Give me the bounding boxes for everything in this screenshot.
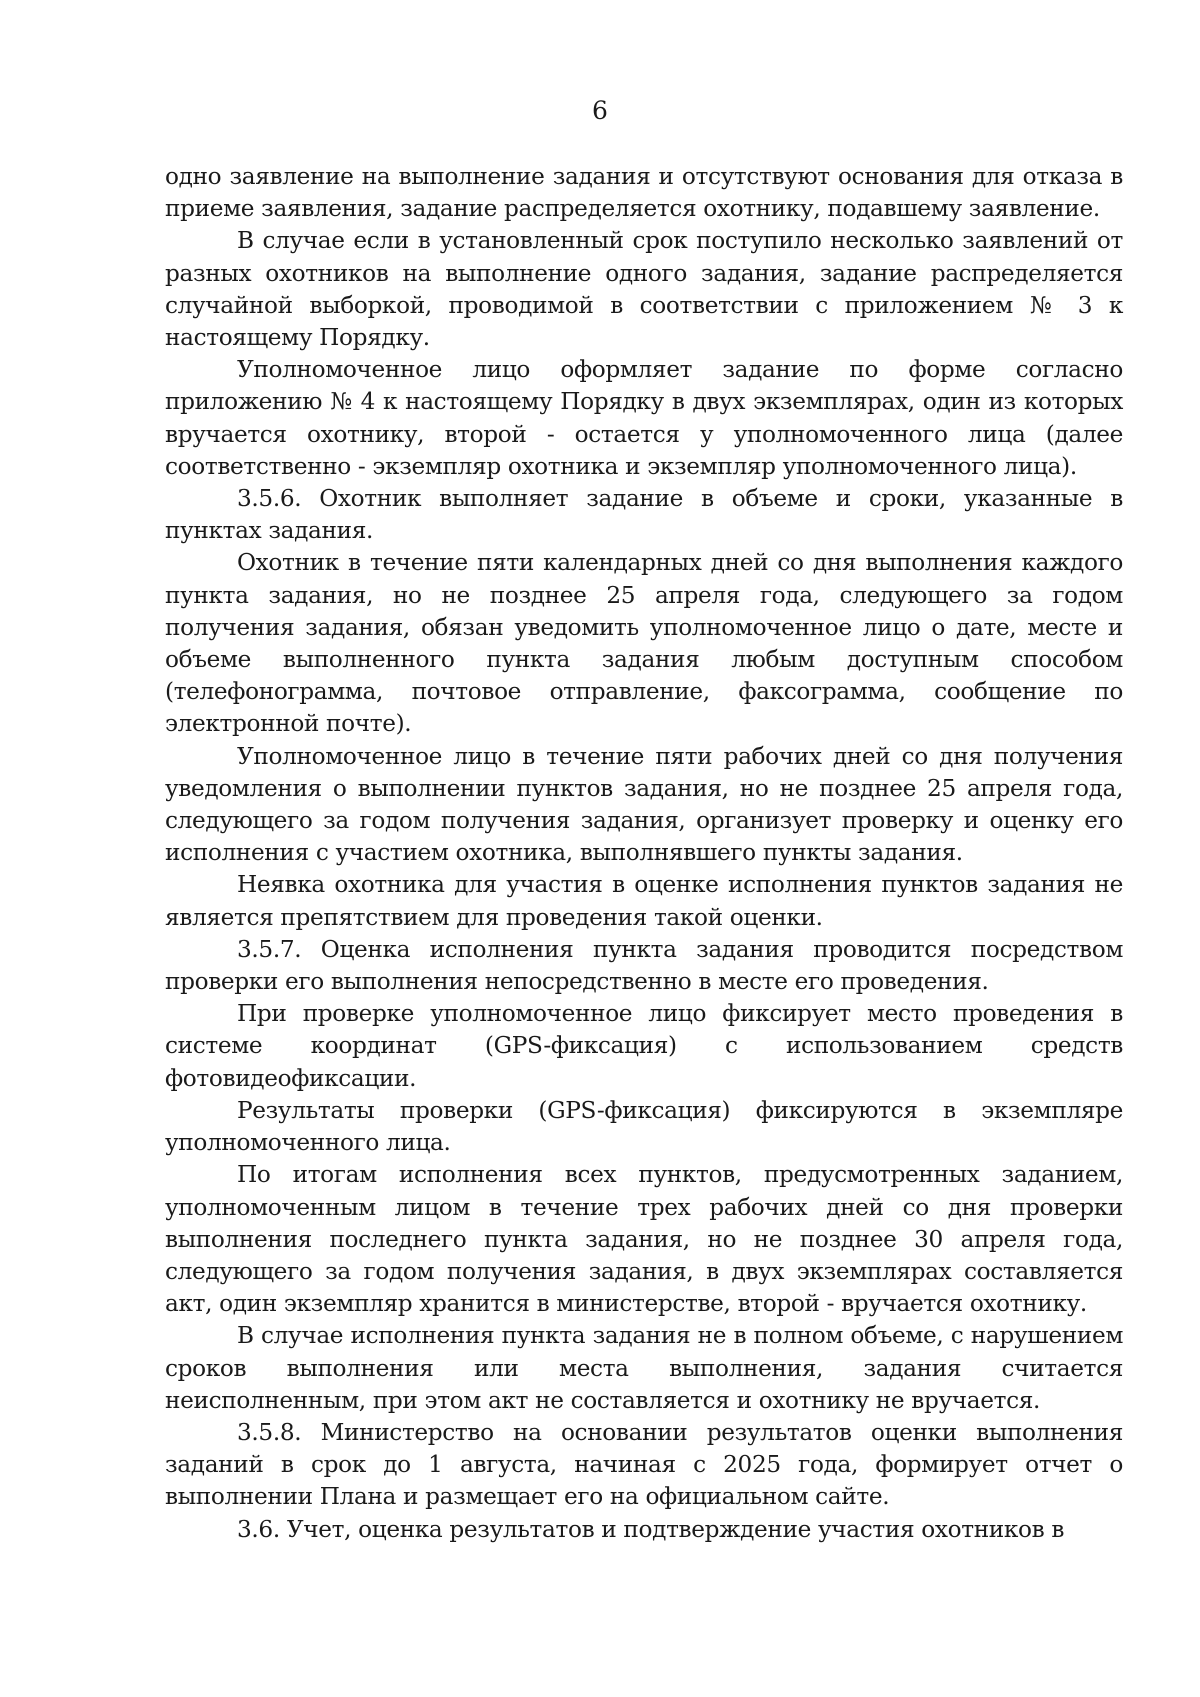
paragraph-results: Результаты проверки (GPS-фиксация) фиксируются в экземпляре уполномоченного лица. — [165, 1096, 1123, 1157]
paragraph-act: По итогам исполнения всех пунктов, предусмотренных заданием, уполномоченным лицом в течение трех рабочих дней со дня проверки выполнения последнего пункта задания, но не позднее 30 апреля года, следующего за годом получения задания, в двух экземплярах составляется акт, один экземпляр хранится в министерстве, второй - вручается охотнику. — [165, 1161, 1123, 1318]
document-body — [165, 161, 1123, 1546]
paragraph-3-5-6: 3.5.6. Охотник выполняет задание в объеме и сроки, указанные в пунктах задания. — [165, 485, 1123, 545]
paragraph-task-form: Уполномоченное лицо оформляет задание по форме согласно приложению № 4 к настоящему Порядку в двух экземплярах, один из которых вручается охотнику, второй - остается у уполномоченного лица (далее соответственно - экземпляр охотника и экземпляр уполномоченного лица). — [165, 356, 1123, 480]
paragraph-continuation: одно заявление на выполнение задания и отсутствуют основания для отказа в приеме заявления, задание распределяется охотнику, подавшему заявление. — [165, 163, 1123, 223]
paragraph-verification: Уполномоченное лицо в течение пяти рабочих дней со дня получения уведомления о выполнении пунктов задания, но не позднее 25 апреля года, следующего за годом получения задания, организует проверку и оценку его исполнения с участием охотника, выполнявшего пункты задания. — [165, 742, 1123, 867]
paragraph-3-5-8: 3.5.8. Министерство на основании результатов оценки выполнения заданий в срок до 1 августа, начиная с 2025 года, формирует отчет о выполнении Плана и размещает его на официальном сайте. — [165, 1418, 1123, 1511]
paragraph-absence: Неявка охотника для участия в оценке исполнения пунктов задания не является препятствием для проведения такой оценки. — [165, 871, 1123, 931]
paragraph-hunter-notification: Охотник в течение пяти календарных дней со дня выполнения каждого пункта задания, но не позднее 25 апреля года, следующего за годом получения задания, обязан уведомить уполномоченное лицо о дате, месте и объеме выполненного пункта задания любым доступным способом (телефонограмма, почтовое отправление, факсограмма, сообщение по электронной почте). — [165, 549, 1123, 738]
paragraph-3-6: 3.6. Учет, оценка результатов и подтверждение участия охотников в — [237, 1515, 1065, 1543]
paragraph-3-5-7: 3.5.7. Оценка исполнения пункта задания проводится посредством проверки его выполнения непосредственно в месте его проведения. — [165, 935, 1123, 996]
paragraph-partial-execution: В случае исполнения пункта задания не в полном объеме, с нарушением сроков выполнения или места выполнения, задания считается неисполненным, при этом акт не составляется и охотнику не вручается. — [165, 1322, 1123, 1414]
page-number: 6 — [592, 96, 608, 125]
paragraph-gps-fixation: При проверке уполномоченное лицо фиксирует место проведения в системе координат (GPS-фиксация) с использованием средств фотовидеофиксации. — [165, 1000, 1123, 1092]
paragraph-random-selection: В случае если в установленный срок поступило несколько заявлений от разных охотников на выполнение одного задания, задание распределяется случайной выборкой, проводимой в соответствии с приложением № 3 к настоящему Порядку. — [165, 227, 1123, 352]
